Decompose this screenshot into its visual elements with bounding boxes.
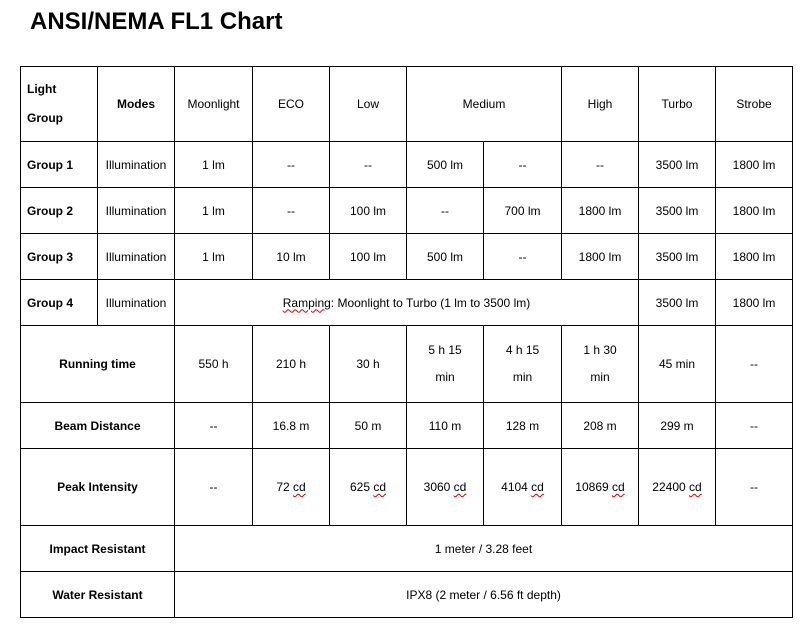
value-cell: --	[253, 188, 330, 234]
header-eco: ECO	[253, 67, 330, 142]
time-line2: min	[512, 370, 533, 384]
group-name: Group 4	[21, 280, 98, 326]
value-cell: --	[253, 142, 330, 188]
intensity-number: 22400	[652, 480, 689, 494]
header-row	[21, 67, 793, 142]
impact-value: 1 meter / 3.28 feet	[175, 526, 793, 572]
beam-distance-label: Beam Distance	[21, 403, 175, 449]
value-cell: 1800 lm	[716, 234, 793, 280]
value-cell: --	[175, 403, 253, 449]
intensity-unit: cd	[453, 480, 467, 494]
value-cell: --	[716, 403, 793, 449]
running-time-label: Running time	[21, 326, 175, 403]
mode-cell: Illumination	[98, 234, 175, 280]
value-cell: --	[484, 142, 562, 188]
table-row	[21, 280, 793, 326]
value-cell: 1 lm	[175, 142, 253, 188]
header-strobe: Strobe	[716, 67, 793, 142]
value-cell: 299 m	[639, 403, 716, 449]
value-cell: --	[484, 234, 562, 280]
header-medium: Medium	[407, 67, 562, 142]
time-line1: 4 h 15	[505, 343, 540, 357]
ramping-description: : Moonlight to Turbo (1 lm to 3500 lm)	[330, 295, 531, 310]
water-label: Water Resistant	[21, 572, 175, 618]
value-cell: --	[716, 326, 793, 403]
value-cell: 208 m	[562, 403, 639, 449]
impact-label: Impact Resistant	[21, 526, 175, 572]
running-time-row	[21, 326, 793, 403]
intensity-unit: cd	[689, 480, 702, 494]
value-cell: 100 lm	[330, 188, 407, 234]
value-cell: 10 lm	[253, 234, 330, 280]
value-cell: 3500 lm	[639, 142, 716, 188]
value-cell: 128 m	[484, 403, 562, 449]
value-cell: 3500 lm	[639, 280, 716, 326]
value-cell: 1800 lm	[716, 142, 793, 188]
value-cell: 500 lm	[407, 142, 484, 188]
header-turbo: Turbo	[639, 67, 716, 142]
water-row	[21, 572, 793, 618]
fl1-chart-table	[20, 66, 793, 618]
beam-distance-row	[21, 403, 793, 449]
page-title: ANSI/NEMA FL1 Chart	[30, 8, 283, 35]
value-cell: 700 lm	[484, 188, 562, 234]
value-cell	[407, 326, 484, 403]
value-cell	[330, 449, 407, 526]
value-cell: 1800 lm	[562, 188, 639, 234]
group-name: Group 1	[21, 142, 98, 188]
intensity-number: 72	[276, 480, 293, 494]
value-cell	[562, 326, 639, 403]
value-cell: 100 lm	[330, 234, 407, 280]
header-light-group-line2: Group	[27, 111, 63, 125]
value-cell	[253, 449, 330, 526]
value-cell: 500 lm	[407, 234, 484, 280]
intensity-number: 4104	[501, 480, 532, 494]
peak-intensity-row	[21, 449, 793, 526]
value-cell	[562, 449, 639, 526]
value-cell: 1800 lm	[562, 234, 639, 280]
value-cell	[716, 449, 793, 526]
intensity-number: --	[750, 480, 758, 494]
value-cell: 45 min	[639, 326, 716, 403]
table-row	[21, 142, 793, 188]
value-cell: 1 lm	[175, 234, 253, 280]
water-value: IPX8 (2 meter / 6.56 ft depth)	[175, 572, 793, 618]
value-cell	[484, 449, 562, 526]
time-line2: min	[590, 370, 610, 384]
value-cell: 210 h	[253, 326, 330, 403]
value-cell: 3500 lm	[639, 234, 716, 280]
table-row	[21, 234, 793, 280]
group-name: Group 2	[21, 188, 98, 234]
value-cell: 50 m	[330, 403, 407, 449]
ramping-word: Ramping	[282, 295, 331, 310]
header-modes: Modes	[98, 67, 175, 142]
value-cell: 1800 lm	[716, 188, 793, 234]
value-cell: 1 lm	[175, 188, 253, 234]
mode-cell: Illumination	[98, 280, 175, 326]
value-cell: 550 h	[175, 326, 253, 403]
header-moonlight: Moonlight	[175, 67, 253, 142]
intensity-number: 625	[349, 480, 374, 494]
value-cell: --	[330, 142, 407, 188]
table-row	[21, 188, 793, 234]
value-cell: 30 h	[330, 326, 407, 403]
header-light-group-line1: Light	[27, 82, 57, 96]
intensity-number: 3060	[423, 480, 454, 494]
header-light-group	[21, 67, 98, 142]
mode-cell: Illumination	[98, 188, 175, 234]
mode-cell: Illumination	[98, 142, 175, 188]
value-cell	[407, 449, 484, 526]
intensity-unit: cd	[293, 480, 306, 494]
peak-intensity-label: Peak Intensity	[21, 449, 175, 526]
value-cell	[639, 449, 716, 526]
ramping-cell	[175, 280, 639, 326]
value-cell: 3500 lm	[639, 188, 716, 234]
header-high: High	[562, 67, 639, 142]
intensity-number: --	[209, 480, 218, 494]
value-cell: 1800 lm	[716, 280, 793, 326]
value-cell: --	[562, 142, 639, 188]
intensity-number: 10869	[575, 480, 612, 494]
header-low: Low	[330, 67, 407, 142]
time-line2: min	[435, 370, 455, 384]
value-cell	[484, 326, 562, 403]
intensity-unit: cd	[612, 480, 625, 494]
group-name: Group 3	[21, 234, 98, 280]
value-cell: 110 m	[407, 403, 484, 449]
time-line1: 1 h 30	[583, 343, 617, 357]
value-cell: 16.8 m	[253, 403, 330, 449]
intensity-unit: cd	[531, 480, 544, 494]
time-line1: 5 h 15	[428, 343, 462, 357]
value-cell: --	[407, 188, 484, 234]
value-cell	[175, 449, 253, 526]
impact-row	[21, 526, 793, 572]
intensity-unit: cd	[373, 480, 387, 494]
